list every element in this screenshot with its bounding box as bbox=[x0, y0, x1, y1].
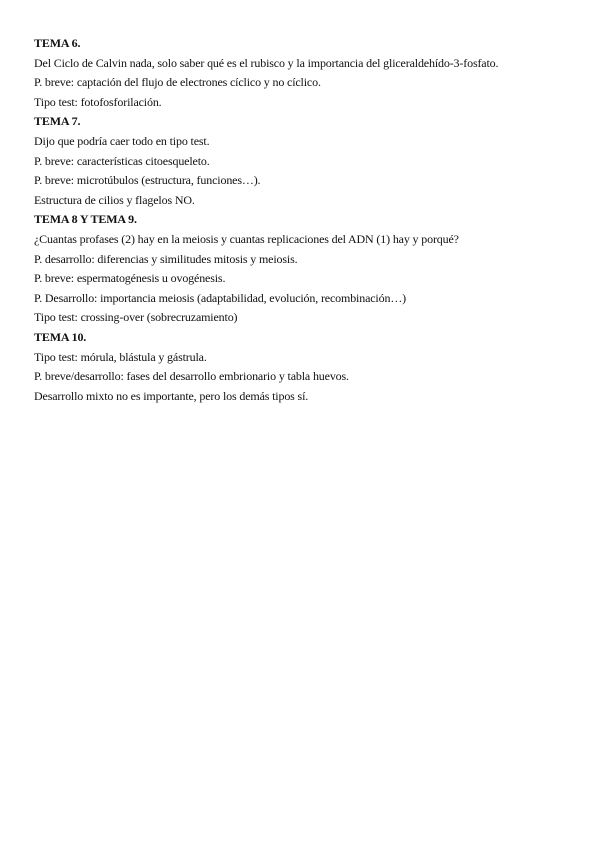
note-line: Del Ciclo de Calvin nada, solo saber qué es el rubisco y la importancia del gliceraldehído-3-fosfato. bbox=[34, 55, 499, 70]
note-line: P. breve: espermatogénesis u ovogénesis. bbox=[34, 271, 226, 286]
note-line: Dijo que podría caer todo en tipo test. bbox=[34, 133, 210, 148]
note-line: Tipo test: mórula, blástula y gástrula. bbox=[34, 349, 207, 364]
note-line: P. breve: captación del flujo de electrones cíclico y no cíclico. bbox=[34, 75, 321, 90]
note-line: ¿Cuantas profases (2) hay en la meiosis y cuantas replicaciones del ADN (1) hay y porqué? bbox=[34, 231, 459, 246]
note-line: Tipo test: crossing-over (sobrecruzamiento) bbox=[34, 310, 238, 325]
heading-tema-7: TEMA 7. bbox=[34, 114, 81, 129]
heading-tema-10: TEMA 10. bbox=[34, 329, 87, 344]
note-line: Desarrollo mixto no es importante, pero los demás tipos sí. bbox=[34, 388, 309, 403]
note-line: P. breve: características citoesqueleto. bbox=[34, 153, 210, 168]
heading-tema-6: TEMA 6. bbox=[34, 36, 81, 50]
document-page bbox=[34, 34, 574, 406]
note-line: Estructura de cilios y flagelos NO. bbox=[34, 192, 195, 207]
note-line: P. breve: microtúbulos (estructura, funciones…). bbox=[34, 173, 261, 188]
note-line: P. desarrollo: diferencias y similitudes mitosis y meiosis. bbox=[34, 251, 298, 266]
note-line: Tipo test: fotofosforilación. bbox=[34, 94, 162, 109]
note-line: P. Desarrollo: importancia meiosis (adaptabilidad, evolución, recombinación…) bbox=[34, 290, 407, 305]
note-line: P. breve/desarrollo: fases del desarrollo embrionario y tabla huevos. bbox=[34, 369, 349, 384]
heading-tema-8-9: TEMA 8 Y TEMA 9. bbox=[34, 212, 137, 227]
